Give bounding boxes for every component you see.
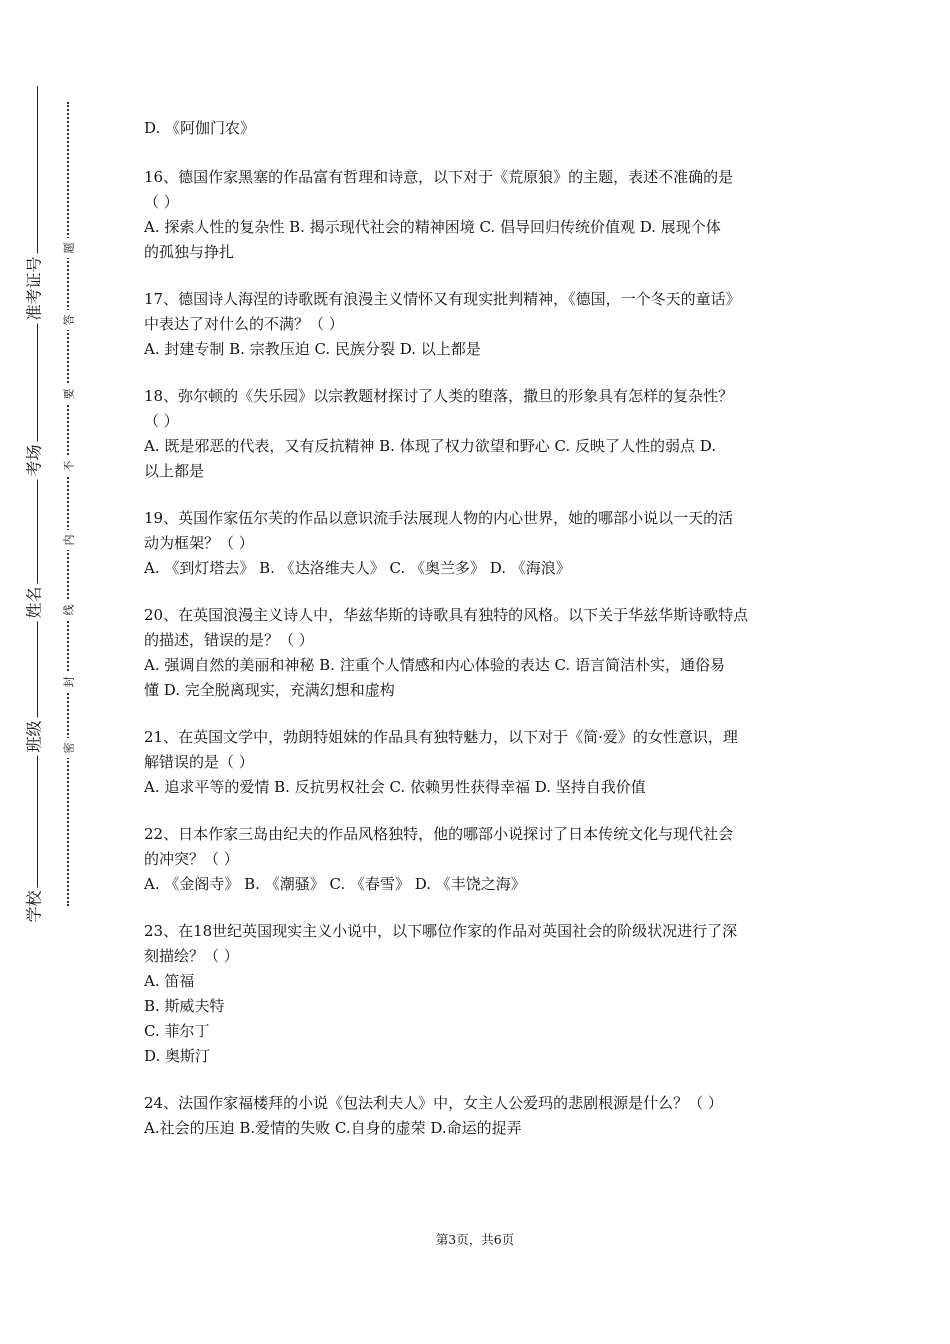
question-line: 22、日本作家三岛由纪夫的作品风格独特，他的哪部小说探讨了日本传统文化与现代社会 <box>144 825 734 843</box>
question-line: A. 笛福 <box>144 972 195 990</box>
question-line: 以上都是 <box>144 462 205 480</box>
option-line: D. 《阿伽门农》 <box>144 119 256 137</box>
label-class: 班级 <box>20 696 46 776</box>
question-line: A.社会的压迫 B.爱情的失败 C.自身的虚荣 D.命运的捉弄 <box>144 1119 522 1137</box>
question-line: A. 探索人性的复杂性 B. 揭示现代社会的精神困境 C. 倡导回归传统价值观 D. 展现个体 <box>144 218 721 236</box>
seal-dotted-line <box>67 102 69 906</box>
question-block <box>144 725 812 800</box>
question-block <box>144 165 812 265</box>
seal-char: 内 <box>58 530 78 550</box>
question-line: D. 奥斯汀 <box>144 1047 211 1065</box>
label-name: 姓名 <box>20 562 46 642</box>
question-line: A. 《金阁寺》 B. 《潮骚》 C. 《春雪》 D. 《丰饶之海》 <box>144 875 526 893</box>
carryover-option <box>144 116 812 141</box>
question-line: 刻描绘？（ ） <box>144 947 239 965</box>
question-line: A. 既是邪恶的代表，又有反抗精神 B. 体现了权力欲望和野心 C. 反映了人性的弱点 D. <box>144 437 716 455</box>
question-line: B. 斯威夫特 <box>144 997 225 1015</box>
question-line: 动为框架？（ ） <box>144 534 254 552</box>
question-line: 的冲突？（ ） <box>144 850 239 868</box>
question-block <box>144 384 812 484</box>
label-school: 学校 <box>20 866 46 946</box>
question-line: 的描述，错误的是？（ ） <box>144 631 314 649</box>
seal-char: 要 <box>58 384 78 404</box>
seal-char: 密 <box>58 738 78 758</box>
question-line: 的孤独与挣扎 <box>144 243 235 261</box>
question-block <box>144 287 812 362</box>
question-line: 19、英国作家伍尔芙的作品以意识流手法展现人物的内心世界，她的哪部小说以一天的活 <box>144 509 734 527</box>
question-line: 21、在英国文学中，勃朗特姐妹的作品具有独特魅力，以下对于《简·爱》的女性意识，理 <box>144 728 738 746</box>
question-line: 懂 D. 完全脱离现实，充满幻想和虚构 <box>144 681 395 699</box>
question-list <box>144 116 812 1163</box>
question-line: 17、德国诗人海涅的诗歌既有浪漫主义情怀又有现实批判精神，《德国，一个冬天的童话》 <box>144 290 741 308</box>
question-line: 20、在英国浪漫主义诗人中，华兹华斯的诗歌具有独特的风格。以下关于华兹华斯诗歌特点 <box>144 606 749 624</box>
seal-char: 封 <box>58 672 78 692</box>
question-line: 解错误的是（ ） <box>144 753 254 771</box>
question-line: （ ） <box>144 412 179 430</box>
label-exam-room: 考场 <box>20 420 46 500</box>
question-line: A. 追求平等的爱情 B. 反抗男权社会 C. 依赖男性获得幸福 D. 坚持自我价值 <box>144 778 646 796</box>
question-line: A. 强调自然的美丽和神秘 B. 注重个人情感和内心体验的表达 C. 语言简洁朴实，通俗易 <box>144 656 725 674</box>
question-line: 16、德国作家黑塞的作品富有哲理和诗意，以下对于《荒原狼》的主题，表述不准确的是 <box>144 168 734 186</box>
question-line: A. 《到灯塔去》 B. 《达洛维夫人》 C. 《奥兰多》 D. 《海浪》 <box>144 559 571 577</box>
question-block <box>144 919 812 1069</box>
question-line: （ ） <box>144 193 179 211</box>
question-block <box>144 603 812 703</box>
question-line: 18、弥尔顿的《失乐园》以宗教题材探讨了人类的堕落，撒旦的形象具有怎样的复杂性？ <box>144 387 734 405</box>
page-footer: 第3页，共6页 <box>435 1232 515 1247</box>
question-block <box>144 506 812 581</box>
question-line: C. 菲尔丁 <box>144 1022 210 1040</box>
binding-labels <box>20 0 46 1344</box>
question-block <box>144 822 812 897</box>
seal-char: 不 <box>58 456 78 476</box>
seal-char: 题 <box>58 238 78 258</box>
seal-char: 答 <box>58 310 78 330</box>
question-line: 24、法国作家福楼拜的小说《包法利夫人》中，女主人公爱玛的悲剧根源是什么？（ ） <box>144 1094 723 1112</box>
question-line: A. 封建专制 B. 宗教压迫 C. 民族分裂 D. 以上都是 <box>144 340 481 358</box>
question-line: 中表达了对什么的不满？（ ） <box>144 315 344 333</box>
question-block <box>144 1091 812 1141</box>
label-ticket-number: 准考证号 <box>20 248 46 328</box>
seal-char: 线 <box>58 600 78 620</box>
question-line: 23、在18世纪英国现实主义小说中，以下哪位作家的作品对英国社会的阶级状况进行了深 <box>144 922 738 940</box>
